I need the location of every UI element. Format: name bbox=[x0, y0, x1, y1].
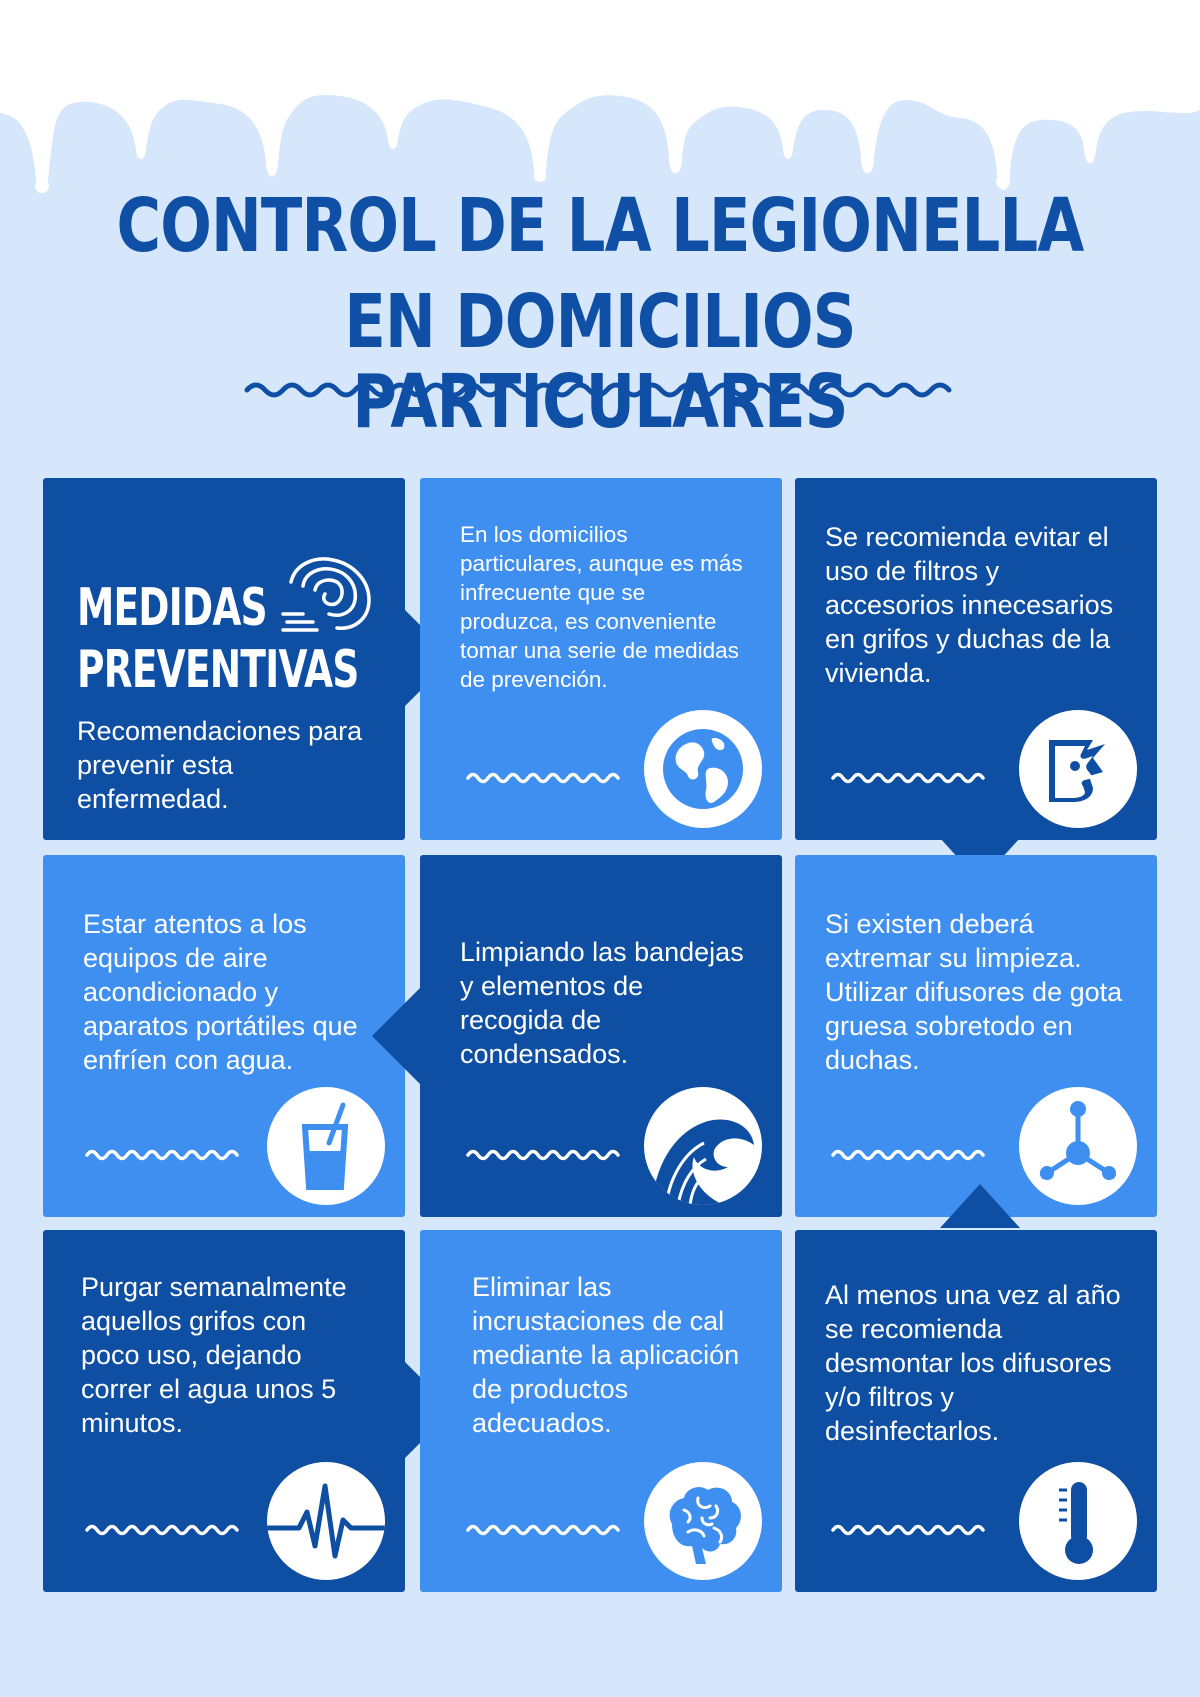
card-4-text: Limpiando las bandejas y elementos de recogida de condensados. bbox=[460, 937, 744, 1069]
card-2-wavy-line bbox=[829, 770, 989, 786]
face-profile-icon bbox=[1019, 710, 1137, 828]
card-2 bbox=[795, 478, 1157, 840]
arrow-up bbox=[940, 1184, 1020, 1228]
card-5-text: Si existen deberá extremar su limpieza. Utilizar difusores de gota gruesa sobretodo en duchas. bbox=[825, 909, 1123, 1075]
glass-of-water-icon bbox=[267, 1087, 385, 1205]
card-1-wavy-line bbox=[464, 770, 624, 786]
card-7 bbox=[420, 1230, 782, 1592]
thermometer-icon bbox=[1019, 1462, 1137, 1580]
intro-card bbox=[43, 478, 405, 840]
card-5-wavy-line bbox=[829, 1147, 989, 1163]
intro-heading-line2: PREVENTIVAS bbox=[77, 640, 359, 700]
card-3-wavy-line bbox=[83, 1147, 243, 1163]
page-title-line2: EN DOMICILIOS PARTICULARES bbox=[344, 279, 856, 445]
card-5 bbox=[795, 855, 1157, 1217]
intro-text: Recomendaciones para prevenir esta enfermedad. bbox=[77, 716, 363, 814]
brain-icon bbox=[644, 1462, 762, 1580]
card-4-wavy-line bbox=[464, 1147, 624, 1163]
title-wavy-underline bbox=[243, 378, 957, 402]
arrow-left bbox=[372, 988, 420, 1084]
globe-icon bbox=[644, 710, 762, 828]
card-8 bbox=[795, 1230, 1157, 1592]
card-2-text: Se recomienda evitar el uso de filtros y accesorios innecesarios en grifos y duchas de la vivienda. bbox=[825, 522, 1114, 688]
ocean-wave-icon bbox=[281, 552, 377, 634]
molecule-icon bbox=[1019, 1087, 1137, 1205]
card-6-wavy-line bbox=[83, 1522, 243, 1538]
intro-heading-line1: MEDIDAS bbox=[77, 578, 267, 638]
card-1 bbox=[420, 478, 782, 840]
card-4 bbox=[420, 855, 782, 1217]
card-8-wavy-line bbox=[829, 1522, 989, 1538]
wave-icon bbox=[644, 1087, 762, 1205]
page-title-line1: CONTROL DE LA LEGIONELLA bbox=[116, 183, 1084, 269]
heartbeat-icon bbox=[267, 1462, 385, 1580]
card-6-text: Purgar semanalmente aquellos grifos con poco uso, dejando correr el agua unos 5 minutos. bbox=[81, 1272, 347, 1438]
card-7-wavy-line bbox=[464, 1522, 624, 1538]
card-6 bbox=[43, 1230, 405, 1592]
card-8-text: Al menos una vez al año se recomienda desmontar los difusores y/o filtros y desinfectarlos. bbox=[825, 1280, 1121, 1446]
card-1-text: En los domicilios particulares, aunque es más infrecuente que se produzca, es conveniente tomar una serie de medidas de prevención. bbox=[460, 522, 743, 692]
card-3-text: Estar atentos a los equipos de aire acondicionado y aparatos portátiles que enfríen con agua. bbox=[83, 909, 358, 1075]
card-3 bbox=[43, 855, 405, 1217]
card-7-text: Eliminar las incrustaciones de cal mediante la aplicación de productos adecuados. bbox=[472, 1272, 740, 1438]
